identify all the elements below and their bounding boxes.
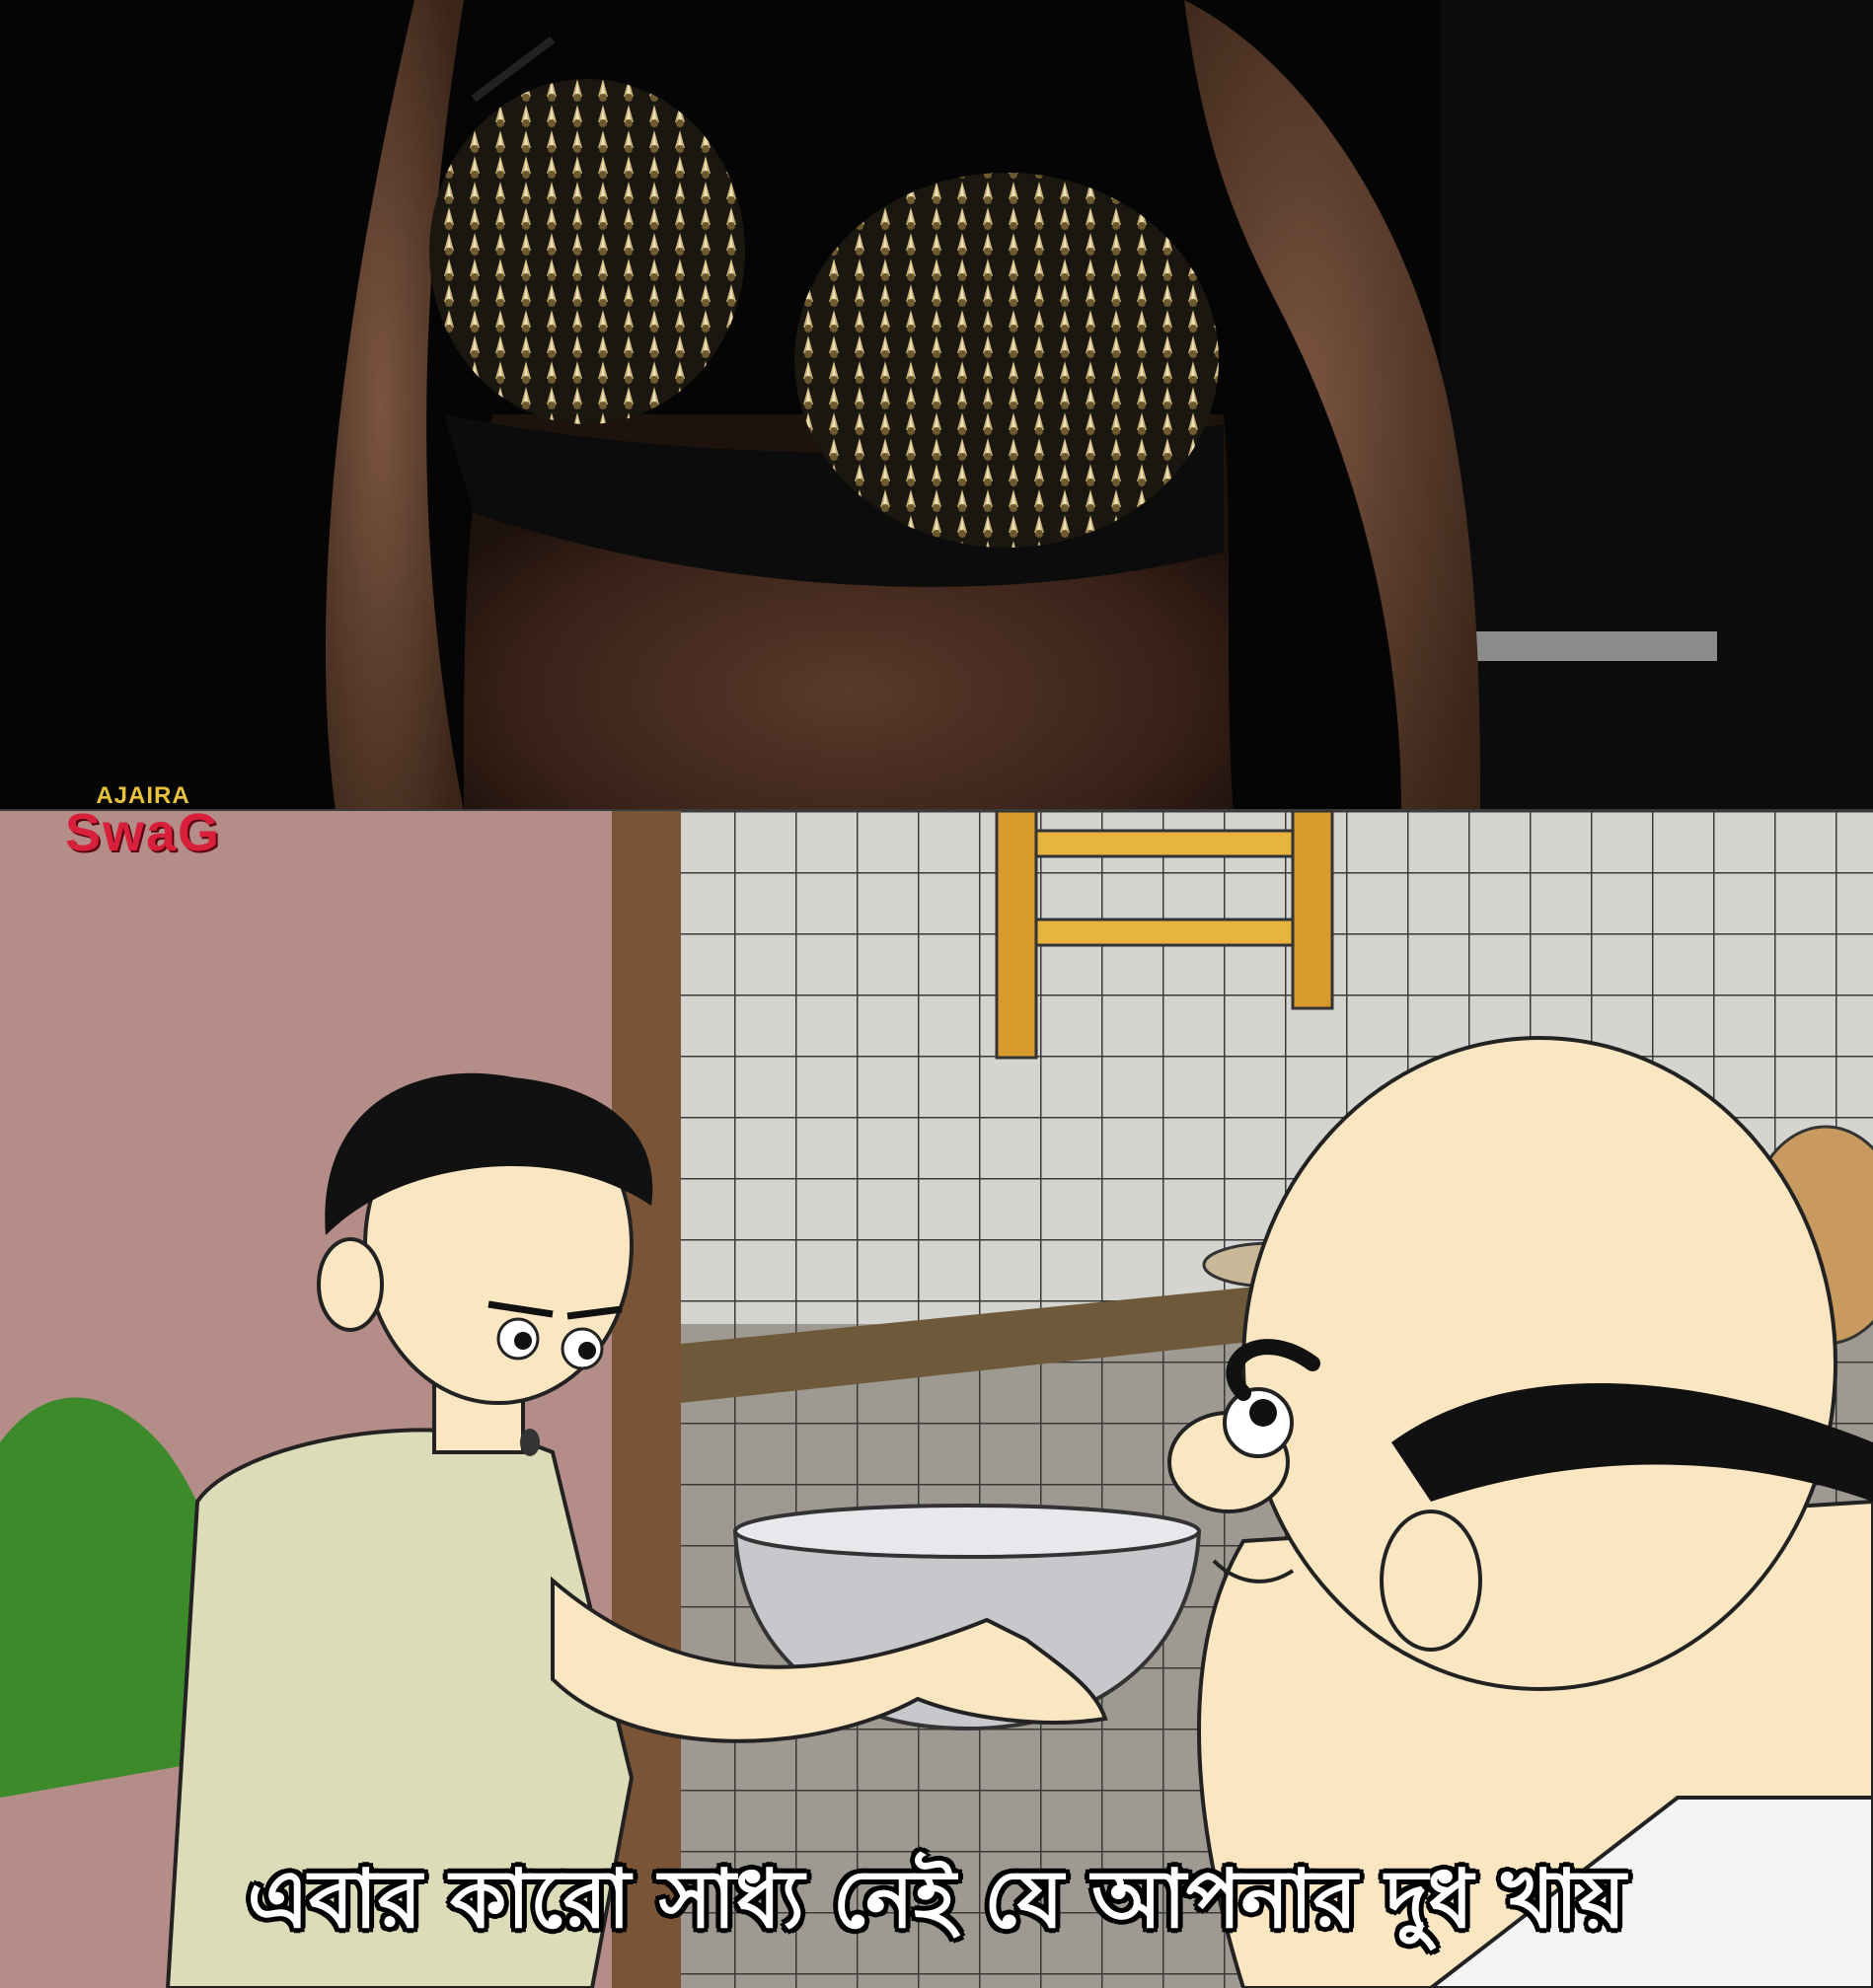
watermark-line1: AJAIRA: [96, 782, 190, 809]
young-man-ear: [319, 1239, 382, 1330]
ladder-rung: [1036, 831, 1293, 856]
top-photo-panel: [0, 0, 1873, 811]
watermark-line2: SwaG: [64, 803, 222, 862]
cartoon-scene: [0, 811, 1873, 1988]
young-man-mouth: [520, 1429, 540, 1456]
bottom-cartoon-panel: [0, 811, 1873, 1988]
left-spiked-cup: [429, 79, 745, 424]
bald-man-head: [1243, 1038, 1836, 1689]
right-spiked-cup: [794, 173, 1219, 548]
spiked-bra-photo: [0, 0, 1873, 811]
bald-man-pupil: [1249, 1399, 1277, 1427]
background-rail: [1461, 631, 1717, 661]
young-man-pupil: [578, 1342, 596, 1360]
ladder-left-rail: [997, 811, 1036, 1058]
background-wall: [1441, 0, 1873, 811]
ladder-right-rail: [1293, 811, 1332, 1008]
watermark-logo: [59, 782, 227, 862]
ladder-rung: [1036, 920, 1293, 945]
basin-rim: [735, 1506, 1199, 1557]
bald-man-ear: [1382, 1511, 1480, 1650]
young-man-pupil: [514, 1332, 532, 1350]
meme-caption: এবার কারো সাধ্য নেই যে আপনার দুধ খায়: [247, 1853, 1626, 1947]
